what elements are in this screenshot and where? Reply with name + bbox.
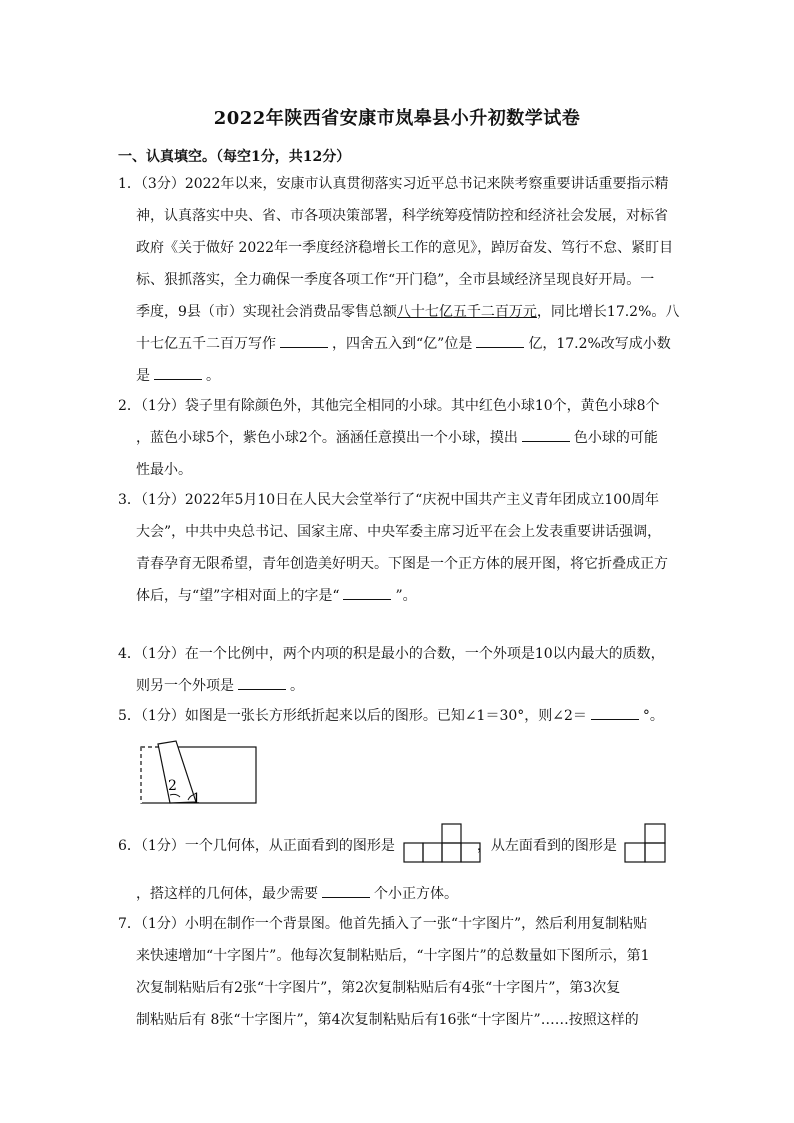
angle-label-1: 1 (192, 791, 201, 807)
question-7 (118, 908, 678, 1036)
q6-text: 个小正方体。 (374, 886, 458, 902)
q1-line (118, 360, 678, 392)
q1-line: 标、狠抓落实，全力确保一季度各项工作“开门稳”，全市县域经济呈现良好开局。一 (136, 272, 655, 288)
q7-line: 来快速增加“十字图片”。他每次复制粘贴后，“十字图片”的总数量如下图所示，第1 (136, 948, 650, 964)
q1-text: 。 (206, 368, 220, 384)
q1-line: 1．（3分）2022年以来，安康市认真贯彻落实习近平总书记来陕考察重要讲话重要指示精 (118, 176, 669, 192)
q1-text: 亿，17.2%改写成小数 (528, 336, 671, 352)
q6-line (118, 830, 678, 862)
question-6 (118, 830, 678, 862)
q2-text: ，蓝色小球5个，紫色小球2个。涵涵任意摸出一个小球，摸出 (136, 430, 518, 446)
q1-text: 是 (136, 368, 150, 384)
answer-blank[interactable] (154, 365, 202, 380)
q7-line: 7．（1分）小明在制作一个背景图。他首先插入了一张“十字图片”，然后利用复制粘贴 (118, 916, 648, 932)
q1-text: ，四舍五入到“亿”位是 (332, 336, 473, 352)
question-5 (118, 700, 678, 732)
folded-paper-figure (136, 740, 260, 808)
q2-line: 性最小。 (136, 462, 192, 478)
question-1 (118, 168, 678, 392)
q4-line (118, 670, 678, 702)
q3-line: 大会”，中共中央总书记、国家主席、中央军委主席习近平在会上发表重要讲话强调， (136, 524, 662, 540)
q3-text: 体后，与“望”字相对面上的字是“ (136, 588, 340, 604)
answer-blank[interactable] (280, 333, 328, 348)
q3-line: 青春孕育无限希望，青年创造美好明天。下图是一个正方体的展开图，将它折叠成正方 (136, 556, 668, 572)
q6-text: ，从左面看到的图形是 (476, 838, 617, 854)
q4-line: 4．（1分）在一个比例中，两个内项的积是最小的合数，一个外项是10以内最大的质数， (118, 646, 665, 662)
q7-line: 制粘贴后有 8张“十字图片”，第4次复制粘贴后有16张“十字图片”……按照这样的 (136, 1012, 639, 1028)
front-view-figure (403, 823, 485, 863)
q6-line (118, 878, 678, 910)
q2-line: 2．（1分）袋子里有除颜色外，其他完全相同的小球。其中红色小球10个，黄色小球8个 (118, 398, 660, 414)
answer-blank[interactable] (476, 333, 524, 348)
q3-line (118, 580, 678, 612)
q6-text: 6．（1分）一个几何体，从正面看到的图形是 (118, 838, 395, 854)
folded-flap (158, 741, 196, 803)
q7-line: 次复制粘贴后有2张“十字图片”，第2次复制粘贴后有4张“十字图片”，第3次复 (136, 980, 621, 996)
q1-text: ，同比增长17.2%。八 (536, 304, 680, 320)
q5-text: °。 (642, 708, 664, 724)
answer-blank[interactable] (591, 705, 639, 720)
question-3 (118, 484, 678, 612)
q5-line (118, 700, 678, 732)
q3-line: 3．（1分）2022年5月10日在人民大会堂举行了“庆祝中国共产主义青年团成立100周年 (118, 492, 660, 508)
q1-line (118, 328, 678, 360)
q1-text: 季度，9县（市）实现社会消费品零售总额 (136, 304, 397, 320)
q1-line: 神，认真落实中央、省、市各项决策部署，科学统筹疫情防控和经济社会发展，对标省 (136, 208, 668, 224)
section-heading: 一、认真填空。（每空1分，共12分） (118, 149, 351, 165)
angle-label-2: 2 (168, 778, 177, 794)
answer-blank[interactable] (322, 883, 370, 898)
left-view-figure (624, 823, 668, 863)
q1-text: 十七亿五千二百万写作 (136, 336, 276, 352)
q1-line (118, 296, 678, 328)
underlined-amount: 八十七亿五千二百万元 (396, 304, 537, 320)
page-title: 2022年陕西省安康市岚皋县小升初数学试卷 (213, 108, 581, 129)
question-4 (118, 638, 678, 702)
q5-text: 5．（1分）如图是一张长方形纸折起来以后的图形。已知∠1＝30°，则∠2＝ (118, 708, 587, 724)
q3-text: ”。 (395, 588, 417, 604)
q4-text: 。 (290, 678, 304, 694)
question-2 (118, 390, 678, 486)
answer-blank[interactable] (343, 585, 391, 600)
answer-blank[interactable] (238, 675, 286, 690)
q1-line: 政府《关于做好 2022年一季度经济稳增长工作的意见》，踔厉奋发、笃行不怠、紧盯目 (136, 240, 674, 256)
q4-text: 则另一个外项是 (136, 678, 234, 694)
answer-blank[interactable] (522, 427, 570, 442)
question-6-cont (118, 878, 678, 910)
q6-text: ，搭这样的几何体，最少需要 (136, 886, 318, 902)
q2-text: 色小球的可能 (573, 430, 658, 446)
q2-line (118, 422, 678, 454)
